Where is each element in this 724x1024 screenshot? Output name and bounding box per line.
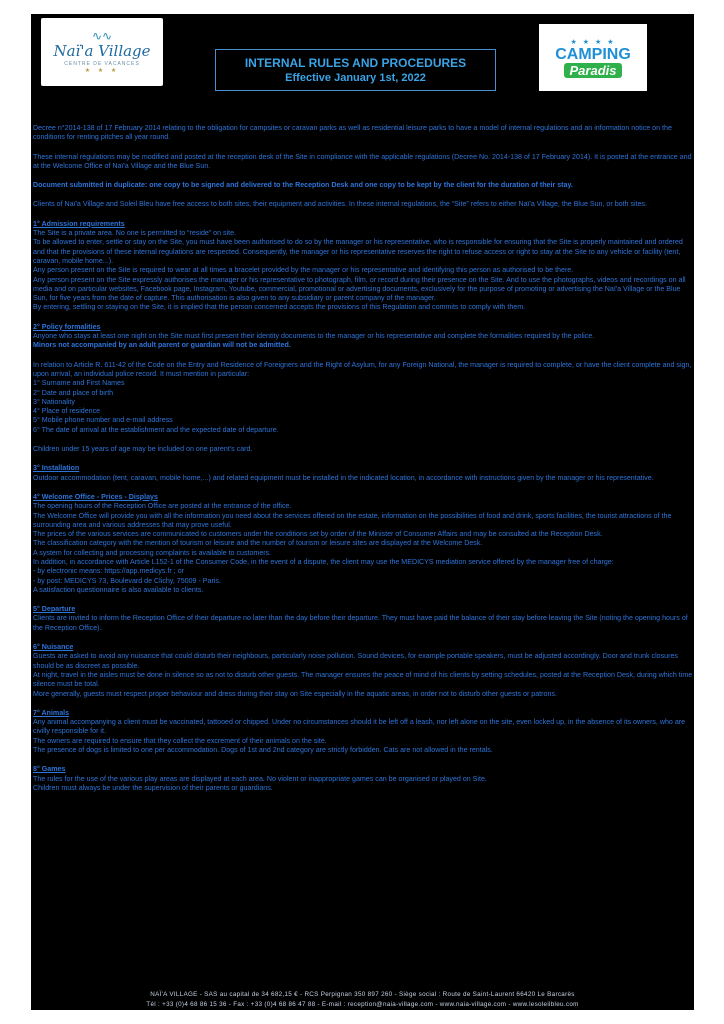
section-heading: 8° Games bbox=[33, 765, 66, 774]
wave-icon: ∿∿ bbox=[91, 29, 113, 43]
intro-paragraph: Clients of Naï'a Village and Soleil Bleu have free access to both sites, their equipment and activities. In these internal regulations, the “Site” refers to either Naï'a Village, the Blue Sun, or both sites. bbox=[33, 200, 648, 209]
section-heading: 1° Admission requirements bbox=[33, 219, 125, 228]
list-item: 5° Mobile phone number and e-mail address bbox=[33, 416, 173, 425]
section-text: By entering, settling or staying on the Site, it is implied that the person concerned accepts the provisions of this Regulation and commits to comply with them. bbox=[33, 303, 526, 312]
section-text: Any person present on the Site is required to wear at all times a bracelet provided by the manager or his representative and identifying this person as authorised to be there. bbox=[33, 266, 574, 275]
section-admission bbox=[33, 220, 693, 313]
section-text: At night, travel in the aisles must be done in silence so as not to disturb other guests. The manager ensures the peace of mind of his clients by setting schedules, posted at the Reception Desk, during which time silence must be total. bbox=[33, 670, 693, 689]
logo-right-stars: ★ ★ ★ ★ bbox=[570, 38, 616, 46]
section-games bbox=[33, 765, 693, 793]
section-text: Anyone who stays at least one night on the Site must first present their identity documents to the manager or his representative and complete the formalities required by the police. bbox=[33, 332, 595, 341]
section-policy bbox=[33, 323, 693, 351]
logo-right-line2: Paradis bbox=[564, 63, 623, 78]
section-text: The prices of the various services are communicated to customers under the conditions set by order of the Minister of Consumer Affairs and may be consulted at the Reception Desk. bbox=[33, 530, 603, 539]
logo-left-stars: ★ ★ ★ bbox=[84, 68, 120, 74]
section-installation bbox=[33, 464, 693, 483]
section-policy-foreign bbox=[33, 361, 693, 435]
document-title: INTERNAL RULES AND PROCEDURES bbox=[244, 55, 467, 70]
section-heading: 5° Departure bbox=[33, 605, 76, 614]
naia-village-logo bbox=[41, 18, 163, 86]
section-text: - by post: MEDICYS 73, Boulevard de Clichy, 75009 - Paris. bbox=[33, 576, 221, 585]
section-text: The owners are required to ensure that they collect the excrement of their animals on the site. bbox=[33, 736, 327, 745]
list-item: 4° Place of residence bbox=[33, 407, 101, 416]
section-text: The Site is a private area. No one is permitted to “reside” on site. bbox=[33, 229, 237, 238]
section-text: A satisfaction questionnaire is also available to clients. bbox=[33, 585, 204, 594]
list-item: 2° Date and place of birth bbox=[33, 388, 114, 397]
footer-company-line: NAÏ'A VILLAGE - SAS au capital de 34 682,15 € - RCS Perpignan 350 897 260 - Siège social : Route de Saint-Laurent 66420 Le Barcarès bbox=[150, 991, 575, 998]
camping-paradis-logo bbox=[539, 24, 647, 91]
section-text: The presence of dogs is limited to one per accommodation. Dogs of 1st and 2nd category are strictly forbidden. Cats are not allowed in the rentals. bbox=[33, 746, 493, 755]
section-text: Any animal accompanying a client must be vaccinated, tattooed or chipped. Under no circumstances should it be left off a leash, nor left alone on the site, even locked up, in the absence of its owners, who are civilly responsible for it. bbox=[33, 718, 686, 736]
footer-contact-line: Tél : +33 (0)4 68 86 15 36 - Fax : +33 (0)4 68 86 47 88 - E-mail : reception@naia-village.com - www.naia-village.com - www.lesoleilbleu.com bbox=[146, 1001, 579, 1008]
document-effective-date: Effective January 1st, 2022 bbox=[285, 71, 426, 84]
section-text: Any person present on the Site expressly authorises the manager or his representative to photograph, film, or record during their presence on the Site. And to use the photographs, videos and recordings on all media and on particular websites, Facebook page, Instagram, Youtube, commercial, promotional or advertising documents, exclusively for the purpose of promoting or advertising the Naï'a Village or the Blue Sun, for five years from the date of capture. This authorisation is also given to any subsidiary or parent company of the manager. bbox=[33, 275, 686, 303]
section-text: To be allowed to enter, settle or stay on the Site, you must have been authorised to do so by the manager or his representative, who is responsible for ensuring that the Site is properly maintained and ordered and that the provisions of these internal regulations are respected. Consequently, the manager or his representative reserves the right to refuse access or right to stay at the Site to any vehicle or facility (tent, caravan, mobile home...). bbox=[33, 238, 683, 265]
section-text: The classification category with the mention of tourism or leisure and the number of tourism or leisure sites are displayed at the Welcome Desk. bbox=[33, 539, 483, 548]
section-text: The rules for the use of the various play areas are displayed at each area. No violent or inappropriate games can be organised or played on Site. bbox=[33, 774, 487, 783]
section-text: In addition, in accordance with Article L152-1 of the Consumer Code, in the event of a dispute, the client may use the MEDICYS mediation service offered by the manager free of charge: bbox=[33, 557, 614, 566]
section-text: A system for collecting and processing complaints is available to customers. bbox=[33, 548, 272, 557]
logo-right-line1: CAMPING bbox=[555, 45, 631, 63]
intro-paragraph: These internal regulations may be modified and posted at the reception desk of the Site in compliance with the applicable regulations (Decree No. 2014-138 of 17 February 2014). It is posted at the entrance and at the Welcome Office of Naï'a Village and the Blue Sun. bbox=[33, 152, 692, 170]
section-heading: 6° Nuisance bbox=[33, 643, 74, 652]
section-text: Outdoor accommodation (tent, caravan, mobile home,...) and related equipment must be installed in the indicated location, in accordance with instructions given by the manager or his representative. bbox=[33, 473, 654, 482]
section-heading: 2° Policy formalities bbox=[33, 322, 101, 331]
section-animals bbox=[33, 709, 693, 755]
section-text: The Welcome Office will provide you with all the information you need about the services offered on the estate, information on the possibilities of food and drink, sports facilities, the tourist attractions of the surrounding area and various addresses that may prove useful. bbox=[33, 511, 672, 529]
section-heading: 3° Installation bbox=[33, 464, 80, 473]
section-text: More generally, guests must respect proper behaviour and dress during their stay on Site especially in the aquatic areas, in order not to disturb other guests or patrons. bbox=[33, 689, 557, 698]
list-item: 3° Nationality bbox=[33, 397, 75, 406]
section-text: Children under 15 years of age may be included on one parent's card. bbox=[33, 445, 253, 454]
section-text: Clients are invited to inform the Reception Office of their departure no later than the day before their departure. They must have paid the balance of their stay before leaving the Site (noting the opening hours of the Reception Office). bbox=[33, 614, 688, 632]
section-text: Guests are asked to avoid any nuisance that could disturb their neighbours, particularly noise pollution. Sound devices, for example portable speakers, must be adjusted accordingly. Door and trunk closures should be as discreet as possible. bbox=[33, 652, 678, 670]
section-text: Children must always be under the supervision of their parents or guardians. bbox=[33, 783, 273, 792]
section-text: Minors not accompanied by an adult parent or guardian will not be admitted. bbox=[33, 341, 291, 350]
section-welcome-office bbox=[33, 493, 693, 595]
section-text: In relation to Article R. 611-42 of the Code on the Entry and Residence of Foreigners and the Right of Asylum, for any Foreign National, the manager is required to complete, or have the client complete and sign, upon arrival, an individual police record. It must mention in particular: bbox=[33, 360, 692, 378]
intro-paragraph: Document submitted in duplicate: one copy to be signed and delivered to the Reception Desk and one copy to be kept by the client for the duration of their stay. bbox=[33, 181, 573, 190]
section-heading: 7° Animals bbox=[33, 708, 70, 717]
list-item: 1° Surname and First Names bbox=[33, 379, 125, 388]
section-text: - by electronic means: https://app.medicys.fr ; or bbox=[33, 567, 184, 576]
intro-paragraph: Decree n°2014-138 of 17 February 2014 relating to the obligation for campsites or caravan parks as well as residential leisure parks to have a model of internal regulations and an information notice on the conditions for renting pitches all year round. bbox=[33, 124, 672, 142]
list-item: 6° The date of arrival at the establishment and the expected date of departure. bbox=[33, 425, 279, 434]
section-heading: 4° Welcome Office - Prices - Displays bbox=[33, 492, 158, 501]
document-title-box bbox=[215, 49, 496, 91]
document-body bbox=[33, 124, 693, 803]
section-text: The opening hours of the Reception Office are posted at the entrance of the office. bbox=[33, 502, 292, 511]
section-departure bbox=[33, 605, 693, 633]
logo-left-sub: CENTRE DE VACANCES bbox=[64, 61, 140, 67]
section-nuisance bbox=[33, 643, 693, 699]
logo-left-name: Naï'a Village bbox=[53, 42, 151, 60]
document-footer bbox=[31, 990, 694, 1010]
